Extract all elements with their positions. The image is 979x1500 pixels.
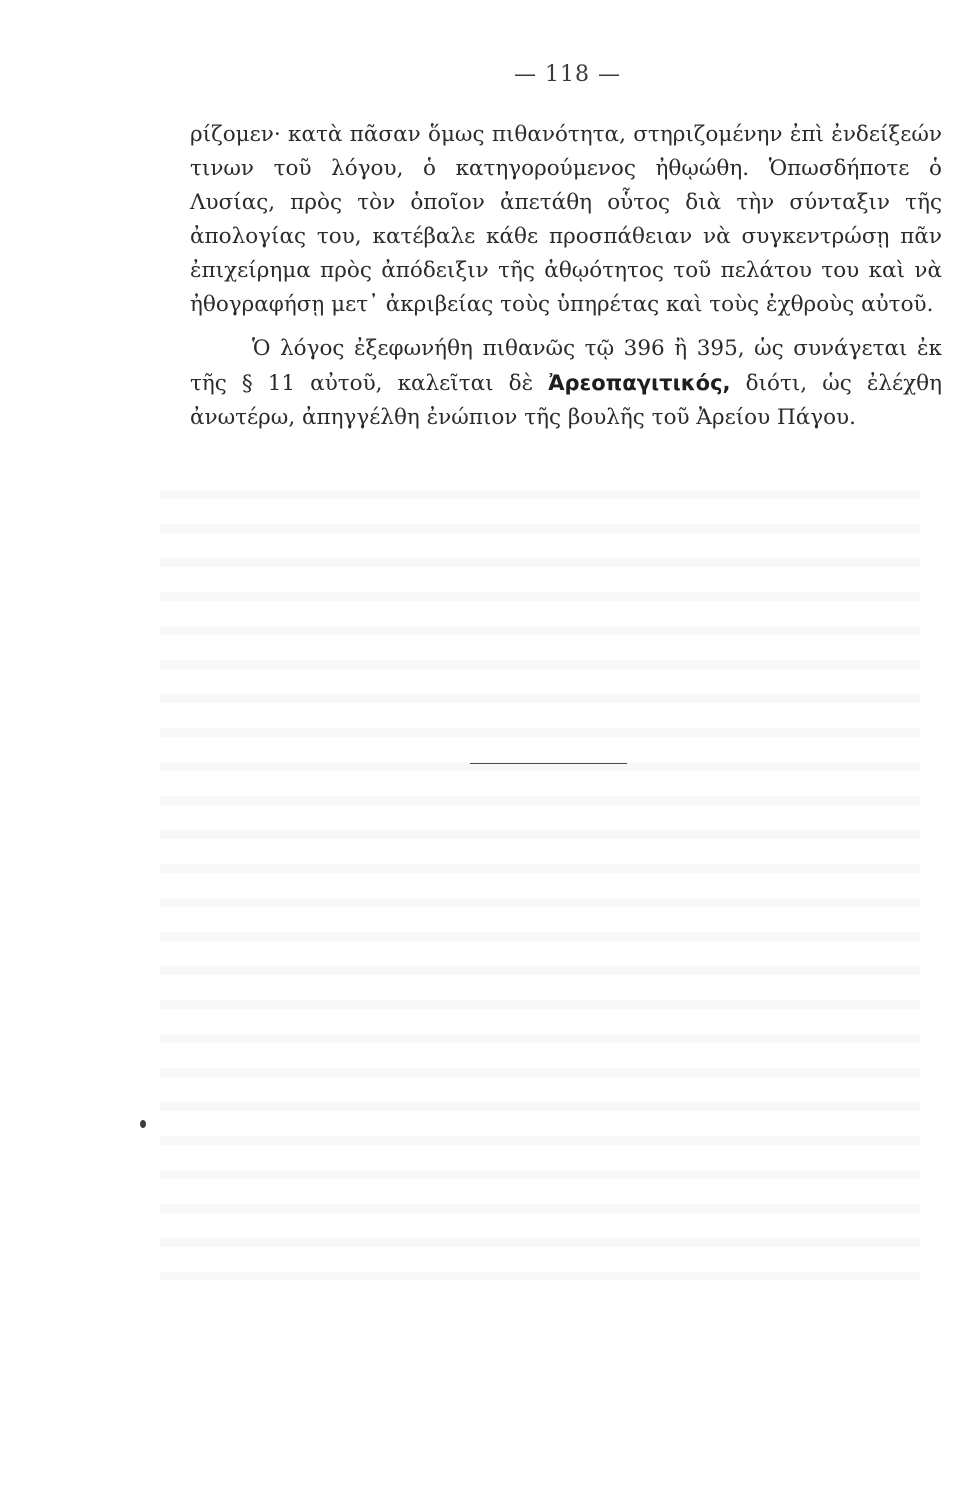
ink-speck (140, 1120, 146, 1128)
paragraph-text-after-term: διότι, ὡς ἐλέχθη ἀνωτέρω, ἀπηγγέλθη ἐνώπιον τῆς βουλῆς τοῦ Ἀρείου Πάγου. (190, 371, 943, 430)
paragraph-text-before-term: Ὁ λόγος ἐξεφωνήθη πιθανῶς τῷ 396 ἢ 395, ὡς συνάγεται ἐκ τῆς § 11 αὐτοῦ, καλεῖται δὲ (190, 336, 942, 396)
page-number: — 118 — (514, 62, 621, 87)
bold-term-areopagiticus: Ἀρεοπαγιτικός, (548, 371, 731, 395)
body-text (190, 118, 942, 435)
paragraph-continuation: ρίζομεν· κατὰ πᾶσαν ὅμως πιθανότητα, στηριζομένην ἐπὶ ἐνδείξεών τινων τοῦ λόγου, ὁ κατηγορούμενος ἠθῳώθη. Ὁπωσδήποτε ὁ Λυσίας, πρὸς τὸν ὁποῖον ἀπετάθη οὗτος διὰ τὴν σύνταξιν τῆς ἀπολογίας του, κατέβαλε κάθε προσπάθειαν νὰ συγκεντρώσῃ πᾶν ἐπιχείρημα πρὸς ἀπόδειξιν τῆς ἀθῳότητος τοῦ πελάτου του καὶ νὰ ἠθογραφήσῃ μετ᾽ ἀκριβείας τοὺς ὑπηρέτας καὶ τοὺς ἐχθροὺς αὐτοῦ. (190, 122, 942, 317)
show-through-texture (160, 470, 920, 1280)
section-divider-rule (470, 763, 627, 764)
paragraph-areopagiticus (190, 332, 942, 435)
